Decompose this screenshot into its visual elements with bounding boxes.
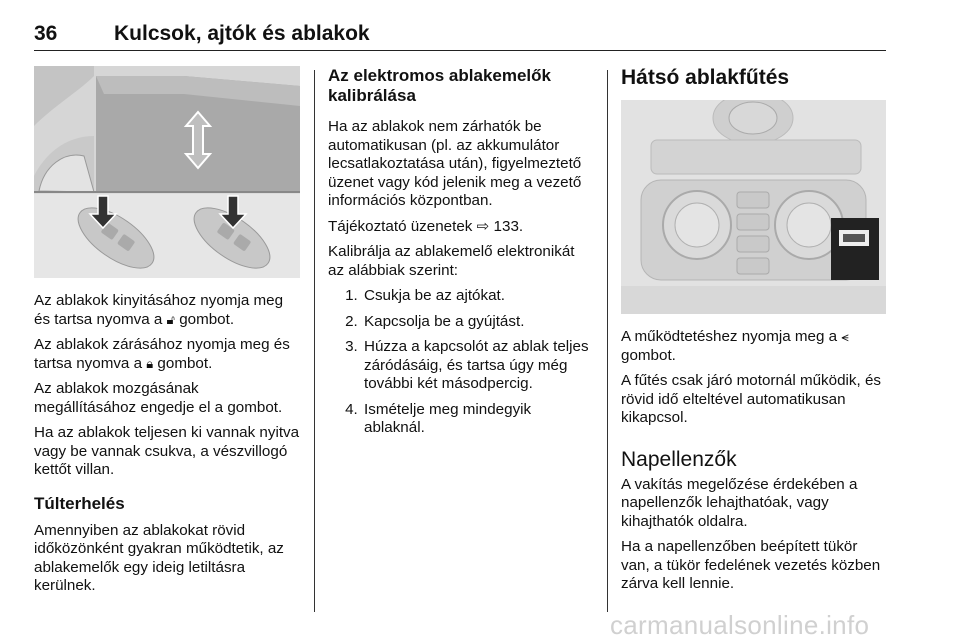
paragraph: A vakítás megelőzése érdekében a napellenzők lehajthatóak, vagy kihajthatók oldalra. <box>621 475 858 530</box>
climate-control-panel-illustration <box>621 100 886 314</box>
list-item: 2. Kapcsolja be a gyújtást. <box>362 313 594 332</box>
section-heading: Túlterhelés <box>34 493 125 513</box>
paragraph: Ha a napellenzőben beépített tükör van, a tükör fedelének vezetés közben zárva kell lennie. <box>621 538 881 592</box>
paragraph: Az ablakok zárásához nyomja meg és tartsa nyomva a 🔒︎ gombot. <box>34 336 290 372</box>
list-item: 4. Ismételje meg mindegyik ablaknál. <box>362 401 594 438</box>
column-divider <box>607 70 608 612</box>
page-reference[interactable]: 133 <box>493 217 519 235</box>
column-middle <box>328 66 594 445</box>
section-heading: Napellenzők <box>621 447 737 471</box>
page-number: 36 <box>34 22 58 45</box>
chapter-title: Kulcsok, ajtók és ablakok <box>114 22 370 45</box>
lock-icon: 🔒︎ <box>146 355 154 371</box>
paragraph: Ha az ablakok teljesen ki vannak nyitva vagy be vannak csukva, a vészvillogó kettőt villan. <box>34 424 300 478</box>
paragraph: Az ablakok mozgásának megállításához engedje el a gombot. <box>34 380 283 416</box>
column-right <box>621 66 886 601</box>
steps-list <box>328 287 594 438</box>
paragraph: Tájékoztató üzenetek ⇨ 133. <box>328 217 524 235</box>
section-heading: Az elektromos ablakemelők kalibrálása <box>328 66 551 105</box>
paragraph: Kalibrálja az ablakemelő elektronikát az alábbiak szerint: <box>328 243 575 279</box>
paragraph: Ha az ablakok nem zárhatók be automatikusan (pl. az akkumulátor lecsatlakoztatása után), figyelmeztető üzenet vagy kód jelenik meg a vezető információs központban. <box>328 118 582 209</box>
paragraph: Amennyiben az ablakokat rövid időközönként gyakran működtetik, az ablakemelők egy ideig letiltásra kerülnek. <box>34 521 284 594</box>
paragraph: A fűtés csak járó motornál működik, és rövid idő elteltével automatikusan kikapcsol. <box>621 372 881 426</box>
paragraph: A működtetéshez nyomja meg a ⪪ gombot. <box>621 328 849 364</box>
reference-arrow-icon: ⇨ <box>476 217 494 235</box>
page-header <box>34 16 886 51</box>
column-divider <box>314 70 315 612</box>
paragraph: Az ablakok kinyitásához nyomja meg és tartsa nyomva a 🔓︎ gombot. <box>34 292 284 328</box>
column-left <box>34 66 300 603</box>
window-key-illustration <box>34 66 300 278</box>
list-item: 3. Húzza a kapcsolót az ablak teljes záródásáig, és tartsa úgy még további két másodpercig. <box>362 338 594 394</box>
unlock-icon: 🔓︎ <box>166 311 175 327</box>
watermark: carmanualsonline.info <box>610 610 870 640</box>
section-heading: Hátsó ablakfűtés <box>621 66 790 89</box>
list-item: 1. Csukja be az ajtókat. <box>362 287 594 306</box>
rear-window-heating-icon: ⪪ <box>841 329 849 344</box>
